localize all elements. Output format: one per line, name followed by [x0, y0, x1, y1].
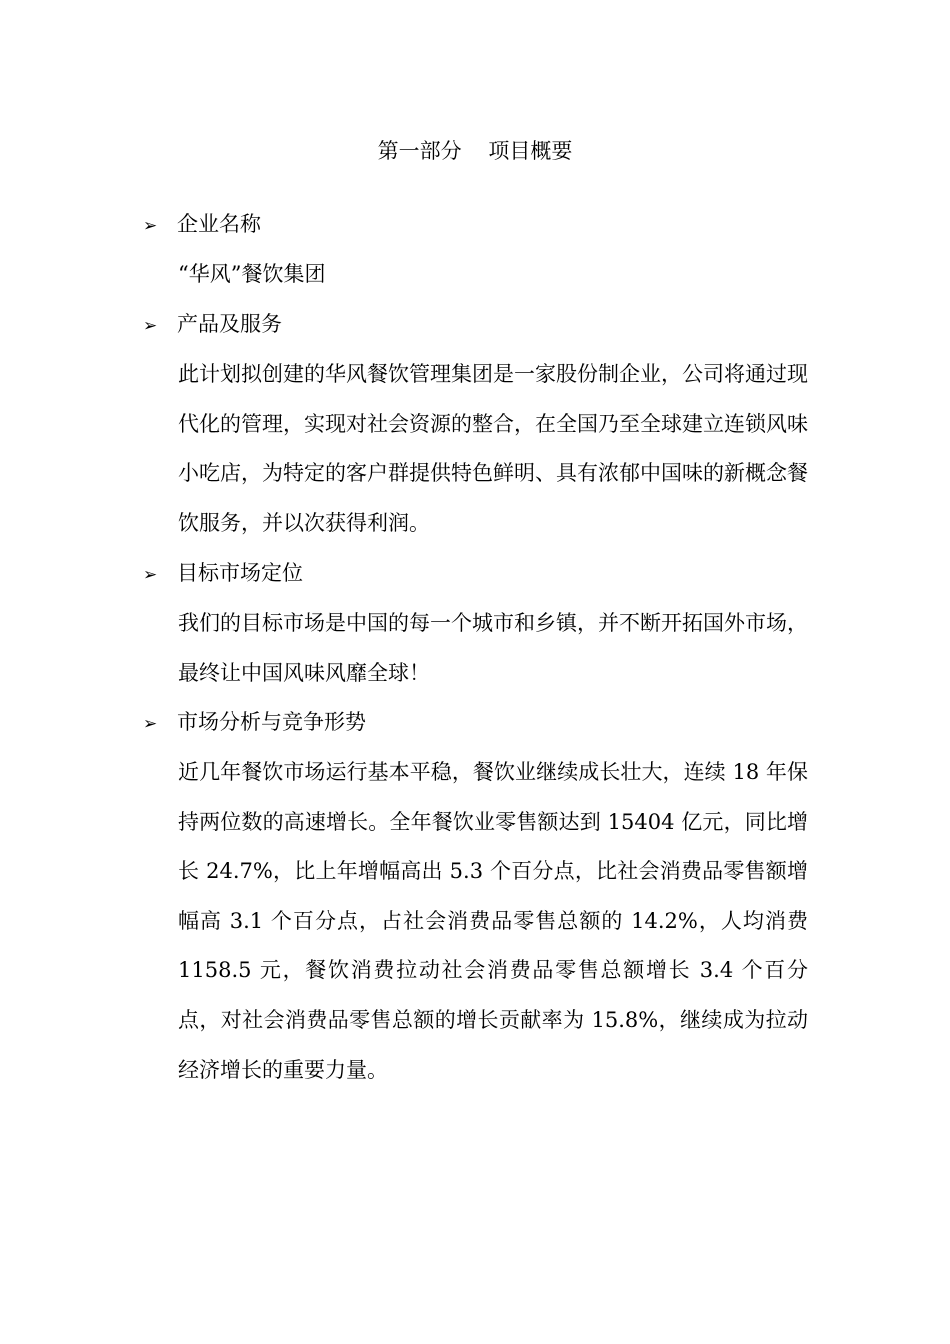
arrow-bullet-icon: ➢: [143, 565, 158, 585]
arrow-bullet-icon: ➢: [143, 316, 158, 336]
section-heading-market-analysis: [143, 705, 366, 741]
section-body-company-name: “华风”餐饮集团: [178, 262, 326, 286]
arrow-bullet-icon: ➢: [143, 216, 158, 236]
section-heading-label: 企业名称: [177, 212, 261, 236]
section-heading-company-name: [143, 207, 261, 243]
section-body-products-services: 此计划拟创建的华风餐饮管理集团是一家股份制企业，公司将通过现代化的管理，实现对社会资源的整合，在全国乃至全球建立连锁风味小吃店，为特定的客户群提供特色鲜明、具有浓郁中国味的新概念餐饮服务，并以次获得利润。: [178, 362, 808, 535]
section-body-target-market: 我们的目标市场是中国的每一个城市和乡镇，并不断开拓国外市场，最终让中国风味风靡全球！: [178, 611, 808, 685]
section-body-market-analysis: 近几年餐饮市场运行基本平稳，餐饮业继续成长壮大，连续 18 年保持两位数的高速增长。全年餐饮业零售额达到 15404 亿元，同比增长 24.7%，比上年增幅高出 5.3 个百分点，比社会消费品零售额增幅高 3.1 个百分点，占社会消费品零售总额的 14.2%，人均消费 1158.5 元，餐饮消费拉动社会消费品零售总额增长 3.4 个百分点，对社会消费品零售总额的增长贡献率为 15.8%，继续成为拉动经济增长的重要力量。: [178, 760, 808, 1082]
section-heading-target-market: [143, 556, 303, 592]
page-title: 第一部分 项目概要: [377, 139, 573, 163]
section-heading-label: 目标市场定位: [177, 561, 303, 585]
section-heading-products-services: [143, 307, 282, 343]
arrow-bullet-icon: ➢: [143, 714, 158, 734]
section-heading-label: 产品及服务: [177, 312, 282, 336]
section-heading-label: 市场分析与竞争形势: [177, 710, 366, 734]
